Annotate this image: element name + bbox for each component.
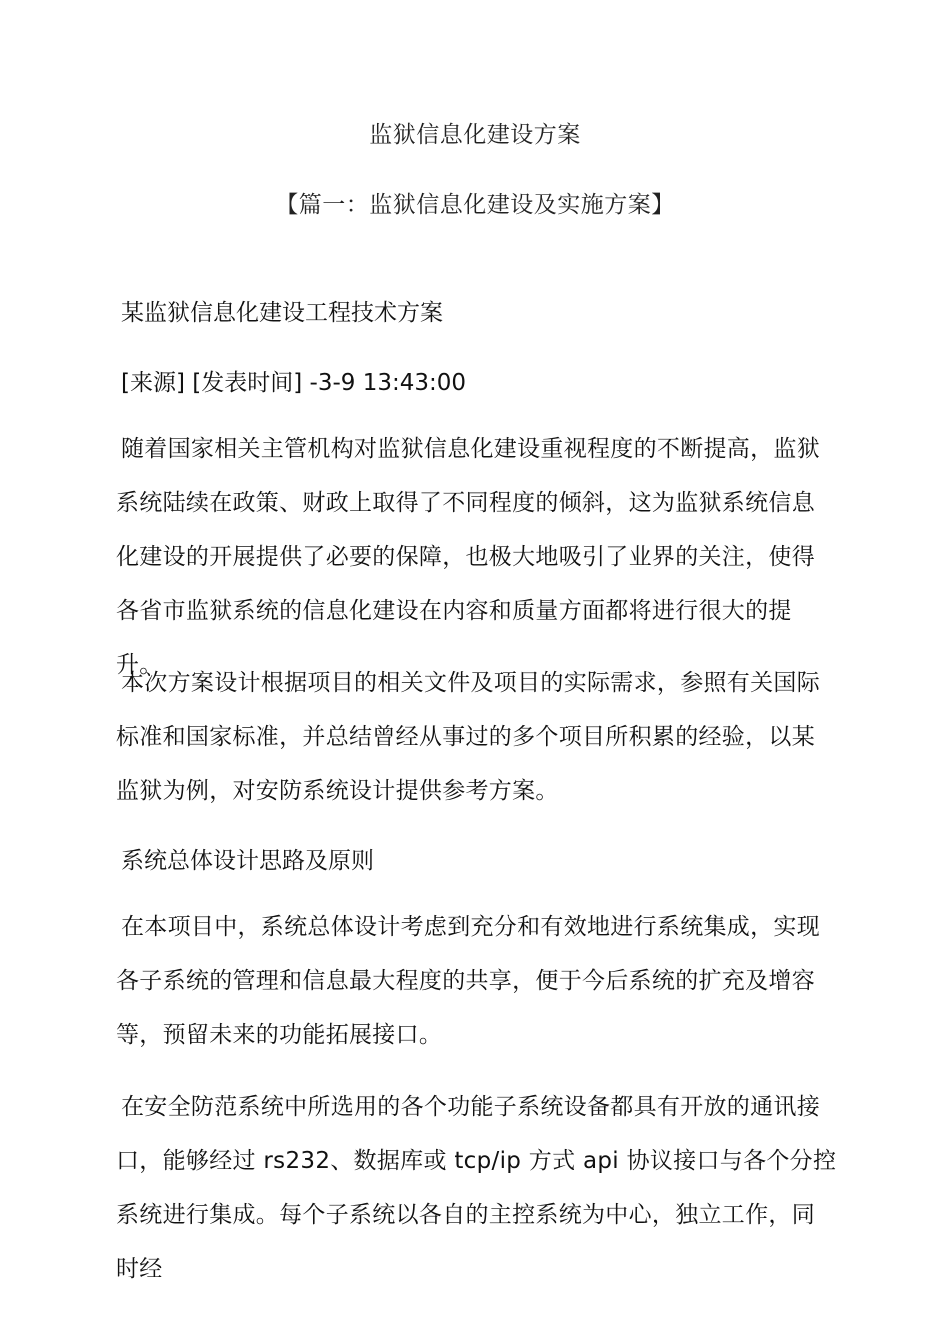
paragraph: 在安全防范系统中所选用的各个功能子系统设备都具有开放的通讯接口，能够经过 rs232、数据库或 tcp/ip 方式 api 协议接口与各个分控系统进行集成。每个子系统以各自的主控系统为中心，独立工作，同时经 [116, 1094, 837, 1282]
document-title: 监狱信息化建设方案 [369, 122, 581, 148]
source-date-line: [来源] [发表时间] -3-9 13:43:00 [121, 370, 466, 396]
section-heading: 系统总体设计思路及原则 [121, 848, 374, 874]
article-title: 某监狱信息化建设工程技术方案 [121, 300, 443, 326]
document-subtitle: 【篇一：监狱信息化建设及实施方案】 [275, 192, 675, 218]
paragraph: 随着国家相关主管机构对监狱信息化建设重视程度的不断提高，监狱系统陆续在政策、财政上取得了不同程度的倾斜，这为监狱系统信息化建设的开展提供了必要的保障，也极大地吸引了业界的关注，使得各省市监狱系统的信息化建设在内容和质量方面都将进行很大的提升。 [116, 436, 820, 678]
paragraph: 本次方案设计根据项目的相关文件及项目的实际需求，参照有关国际标准和国家标准，并总结曾经从事过的多个项目所积累的经验，以某监狱为例，对安防系统设计提供参考方案。 [116, 670, 820, 804]
paragraph: 在本项目中，系统总体设计考虑到充分和有效地进行系统集成，实现各子系统的管理和信息最大程度的共享，便于今后系统的扩充及增容等，预留未来的功能拓展接口。 [116, 914, 820, 1048]
